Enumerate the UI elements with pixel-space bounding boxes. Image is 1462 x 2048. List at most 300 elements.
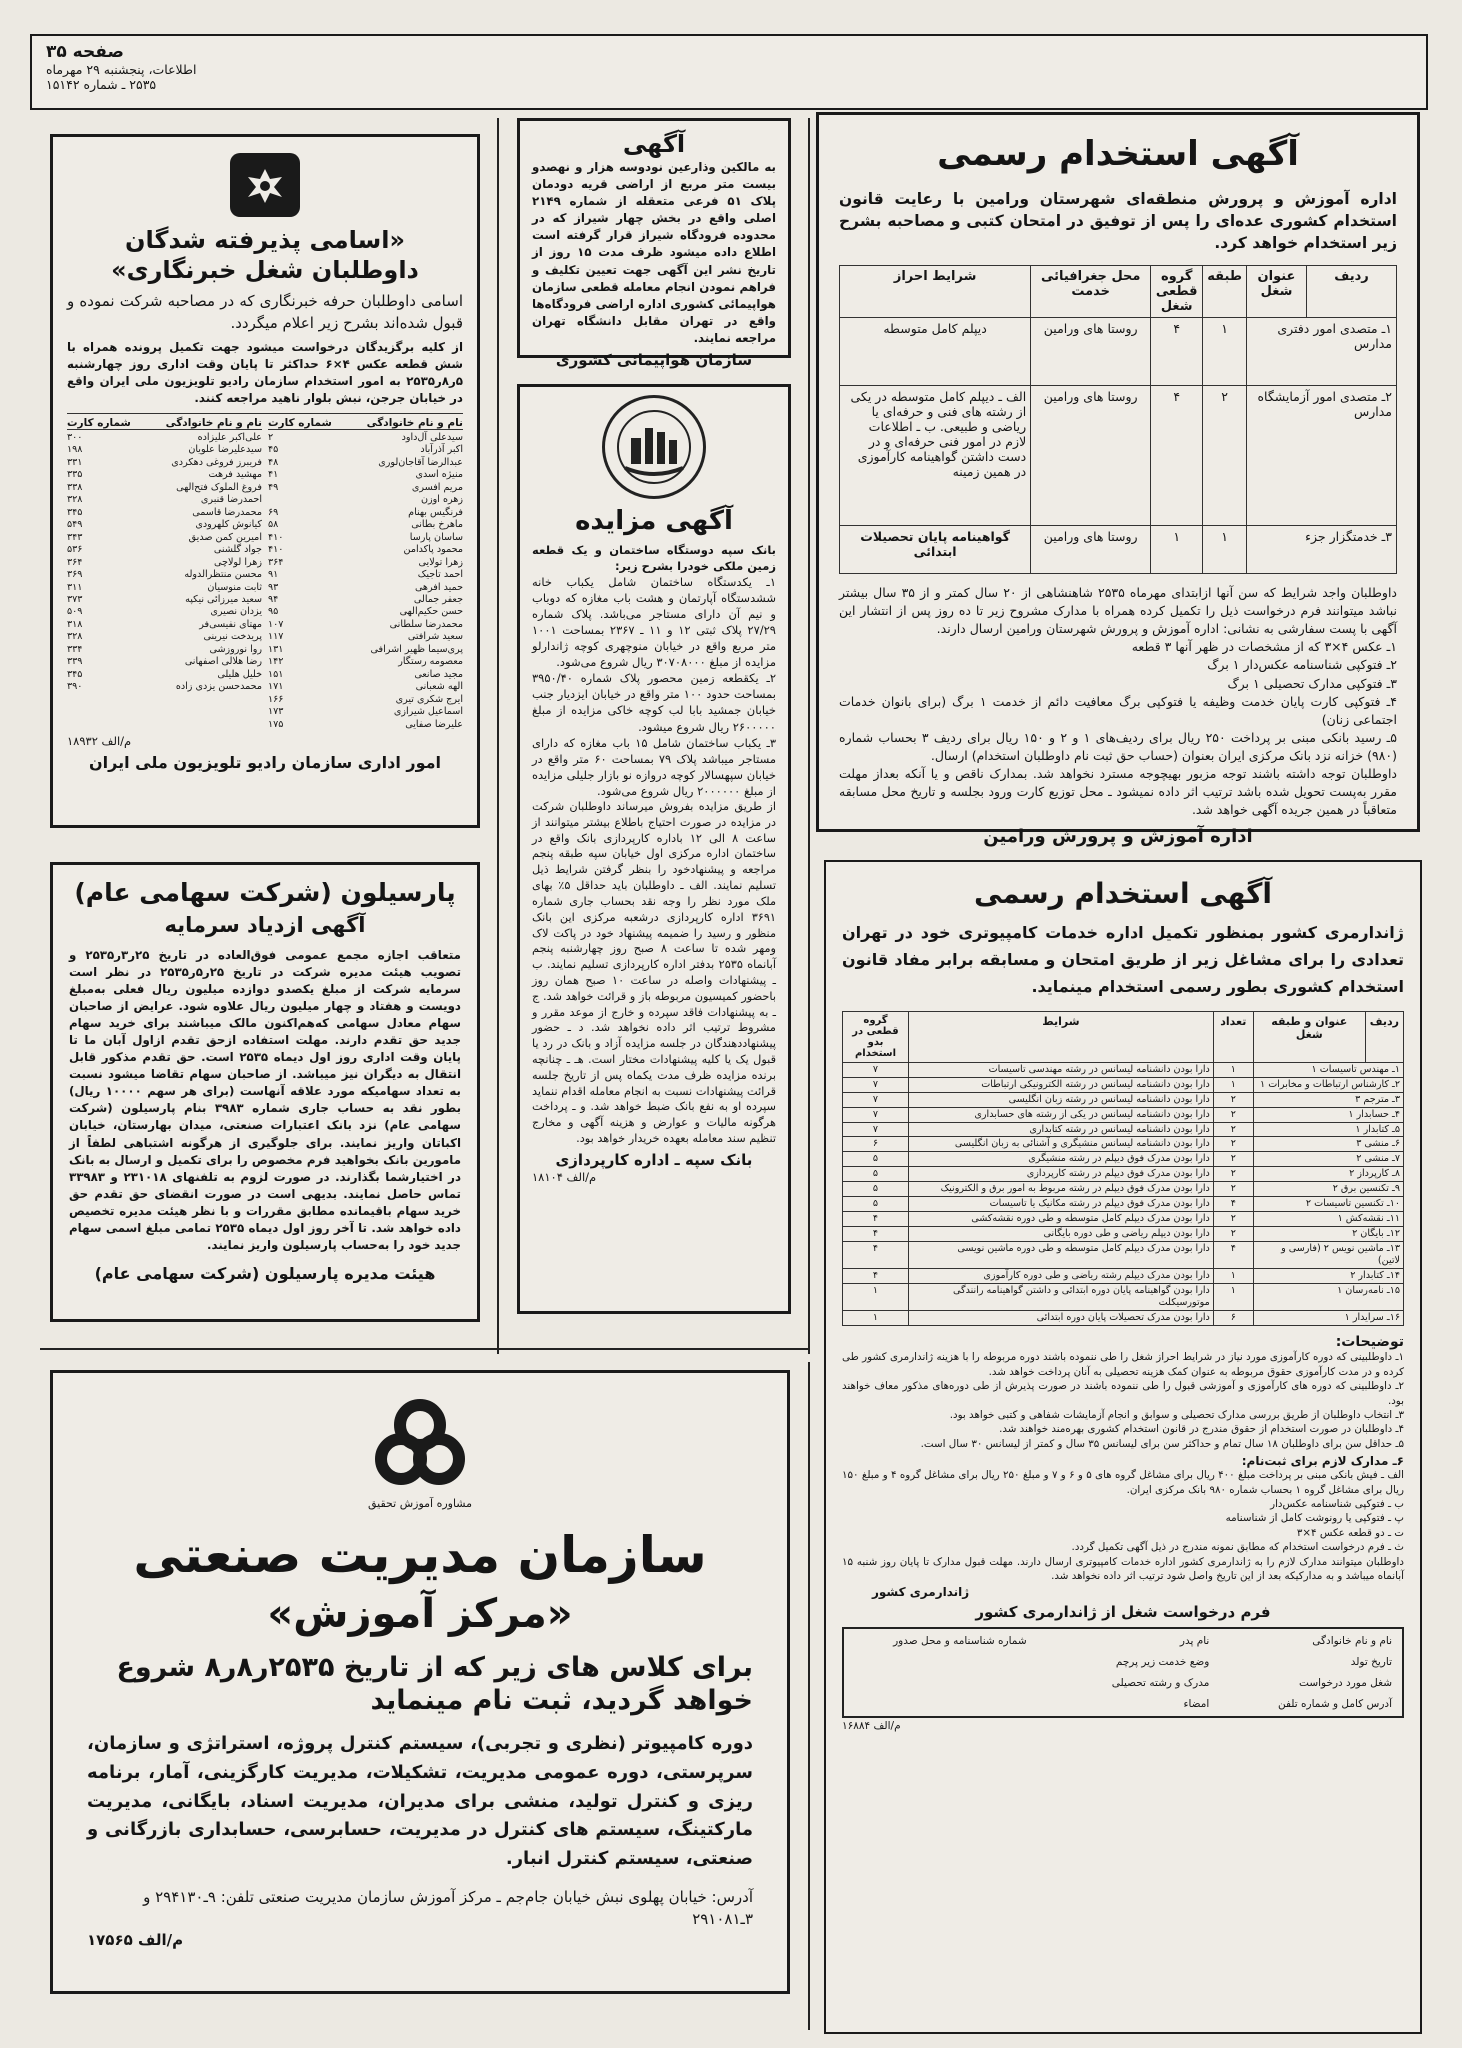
reporter-name: محمدرضا قاسمی (192, 506, 262, 518)
reporter-card-number: ۹۵ (268, 606, 279, 618)
jobs-table (842, 1011, 1404, 1327)
reporter-name: مهتای نفیسی‌فر (199, 618, 262, 630)
ad-signature: بانک سپه ـ اداره کارپردازی (555, 1150, 753, 1169)
col-class: طبقه (1203, 265, 1247, 317)
note-item: ۳ـ انتخاب داوطلبان از طریق بررسی مدارک تحصیلی و سوابق و انجام آزمایشات شفاهی و کتبی خواهد بود. (949, 1408, 1404, 1421)
header-number: شماره کارت (268, 416, 332, 429)
ad-varamin-employment (816, 112, 1420, 847)
reporter-name: فرنگیس بهنام (408, 506, 463, 518)
reporter-name: مهشید فرهت (208, 469, 262, 481)
job-group: ۴ (1151, 385, 1203, 525)
job-conditions: دارا بودن مدرک دیپلم کامل متوسطه و طی دوره ماشین نویسی (909, 1242, 1214, 1269)
job-title: ۲ـ متصدی امور آزمایشگاه مدارس (1247, 385, 1397, 525)
table-row (843, 1152, 1404, 1167)
job-count: ۲ (1213, 1182, 1253, 1197)
ad-ref: م/الف ۱۸۱۰۴ (532, 1169, 597, 1184)
knot-logo-icon (372, 1397, 468, 1493)
reporter-card-number: ۳۲۸ (67, 494, 83, 506)
list-item (67, 619, 262, 631)
doc-item: ۱ـ عکس ۴×۳ که از مشخصات در ظهر آنها ۳ قطعه (1131, 639, 1397, 655)
reporter-card-number: ۱۴۲ (268, 656, 284, 668)
reporter-column (67, 417, 262, 731)
table-row (843, 1284, 1404, 1311)
reporter-name: علی‌اکبر علیزاده (197, 431, 262, 443)
reporter-name: ساسان پارسا (409, 531, 463, 543)
reporter-card-number: ۳۹۰ (67, 681, 83, 693)
ad-industrial-management (50, 1370, 790, 1994)
reporter-card-number: ۴۱۰ (268, 531, 284, 543)
ad-closing: داوطلبان میتوانند مدارک لازم را به ژاندارمری کشور اداره خدمات کامپیوتری ارسال دارند. مهلت قبول مدارک تا پایان روز شنبه ۱۵ آبانماه میباشد و به مدارکیکه بعد از این تاریخ واصل شود ترتیب اثر داده نخواهد شد. (842, 1555, 1404, 1582)
table-row (843, 1167, 1404, 1182)
list-item (67, 519, 262, 531)
doc-item: ب ـ فتوکپی شناسنامه عکس‌دار (1270, 1497, 1404, 1510)
job-count: ۲ (1213, 1137, 1253, 1152)
job-req: الف ـ دیپلم کامل متوسطه در یکی از رشته های فنی و حرفه‌ای یا ریاضی و طبیعی. ب ـ اطلاعات لازم در امور فنی حرفه‌ای و در دست داشتن گواهینامه کارآموزی در همین زمینه (840, 385, 1031, 525)
ad-signature: امور اداری سازمان رادیو تلویزیون ملی ایران (88, 753, 441, 773)
reporter-name: سعید میرزائی نیکپه (185, 593, 262, 605)
form-field: نام و نام خانوادگی (1312, 1635, 1392, 1648)
job-class: ۲ (1203, 385, 1247, 525)
reporter-name: مریم افسری (411, 481, 463, 493)
doc-item: ۵ـ رسید بانکی مبنی بر پرداخت ۲۵۰ ریال برای ردیف‌های ۱ و ۲ و ۱۵۰ ریال برای ردیف ۳ بحساب شماره (۹۸۰) خزانه نزد بانک مرکزی ایران بعنوان (حساب حق ثبت نام داوطلبان استخدام) ارسال. (839, 729, 1398, 764)
form-field: نام پدر (1179, 1635, 1210, 1648)
job-count: ۲ (1213, 1227, 1253, 1242)
header-number: شماره کارت (67, 416, 131, 429)
reporter-name: ایرج شکری تیری (395, 693, 463, 705)
reporter-card-number: ۳۳۸ (67, 481, 83, 493)
list-item (67, 631, 262, 643)
job-group: ۱ (1151, 525, 1203, 573)
list-item (268, 444, 463, 456)
ad-title: سازمان مدیریت صنعتی (133, 1526, 707, 1584)
job-title: ۱۵ـ نامه‌رسان ۱ (1253, 1284, 1403, 1311)
doc-item: ث ـ فرم درخواست استخدام که مطابق نمونه مندرج در ذیل آگهی تکمیل گردد. (1071, 1541, 1404, 1554)
doc-item: ۲ـ فتوکپی شناسنامه عکس‌دار ۱ برگ (1207, 657, 1397, 673)
list-item (268, 681, 463, 693)
reporter-card-number: ۳۷۳ (67, 593, 83, 605)
col-radif: ردیف (1365, 1011, 1403, 1062)
list-item (67, 644, 262, 656)
job-grade: ۱ (843, 1284, 909, 1311)
note-item: ۵ـ حداقل سن برای داوطلبان ۱۸ سال تمام و حداکثر سن برای لیسانس ۳۵ سال و کمتر از لیسانس ۳۰ سال است. (920, 1437, 1404, 1450)
job-conditions: دارا بودن دیپلم ریاضی و طی دوره بایگانی (909, 1227, 1214, 1242)
list-item (67, 469, 262, 481)
reporter-card-number: ۳۶۴ (67, 556, 83, 568)
doc-item: ۳ـ فتوکپی مدارک تحصیلی ۱ برگ (1227, 675, 1397, 691)
reporter-card-number: ۱۷۵ (268, 718, 284, 730)
reporter-name: الهه شعبانی (415, 681, 463, 693)
list-item (67, 432, 262, 444)
reporter-card-number: ۵۴۹ (67, 519, 83, 531)
auction-item: ۲ـ یکقطعه زمین محصور پلاک شماره ۳۹۵۰/۴۰ بمساحت حدود ۱۰۰ متر واقع در خیابان ایزدیار جنب خیابان جمشید بابا لب کوچه خاکی مزایده از مبلغ ۲۶۰۰۰۰۰ ریال شروع میشود. (532, 671, 776, 734)
job-count: ۴ (1213, 1197, 1253, 1212)
application-form (842, 1627, 1404, 1718)
reporter-name: یزدان نصیری (210, 606, 262, 618)
job-grade: ۷ (843, 1092, 909, 1107)
job-count: ۱ (1213, 1269, 1253, 1284)
reporter-card-number: ۳۴۵ (67, 668, 83, 680)
doc-item: پ ـ فتوکپی یا رونوشت کامل از شناسنامه (1225, 1512, 1404, 1525)
list-item (268, 706, 463, 718)
job-title: ۹ـ تکنسین برق ۲ (1253, 1182, 1403, 1197)
list-item (67, 569, 262, 581)
job-title: ۳ـ مترجم ۳ (1253, 1092, 1403, 1107)
job-req: گواهینامه پایان تحصیلات ابتدائی (840, 525, 1031, 573)
reporter-card-number: ۳۳۱ (67, 456, 83, 468)
list-item (268, 582, 463, 594)
ad-ref: م/الف ۱۸۹۳۲ (67, 734, 132, 749)
list-item (268, 594, 463, 606)
list-item (67, 669, 262, 681)
reporter-card-number: ۱۳۱ (268, 643, 284, 655)
notes-title: توضیحات: (1335, 1334, 1404, 1351)
form-field: شغل مورد درخواست (1299, 1677, 1392, 1690)
ad-ref: م/الف ۱۶۸۸۴ (842, 1720, 901, 1733)
list-item (67, 582, 262, 594)
ad-intro: اداره آموزش و پرورش منطقه‌ای شهرستان ورامین با رعایت قانون استخدام کشوری عده‌ای را پس از توفیق در امتحان کتبی و مصاحبه بشرح زیر استخدام خواهد کرد. (839, 189, 1397, 253)
job-title: ۱۱ـ نقشه‌کش ۱ (1253, 1212, 1403, 1227)
reporter-name: منیژه اسدی (415, 469, 463, 481)
ad-body: متعاقب اجازه مجمع عمومی فوق‌العاده در تاریخ ۲۵ر۳ر۲۵۳۵ و تصویب هیئت مدیره شرکت در تاریخ ۲۵ر۵ر۲۵۳۵ در نظر است سرمایه شرکت از مبلغ یکصدو دوازده میلیون ریال فعلی به‌مبلغ دویست و هفتاد و چهار میلیون ریال علاوه شود. عرایض از صاحبان سهام معادل سهامی که‌هم‌اکنون مالک میباشند برای خرید سهام جدید حق تقدم دارند. مهلت استفاده ازحق تقدم ازاول آبان ما تا پایان وقت اداری روز اول دیماه ۲۵۳۵ است. حق تقدم مذکور قابل انتقال به دیگران نیز میباشد. از صاحبان سهام تقاضا میشود نسبت به تعداد سهامیکه مورد علاقه آنهاست (برای هر سهم ۱۰۰۰۰ ریال) بطور نقد به حساب جاری شماره ۳۹۸۳ بنام پارسیلون (شرکت سهامی عام) نزد بانک اعتبارات صنعتی، میدان بهارستان، خیابان اکباتان واریز نمایند. برای جلوگیری از هرگونه اشتباهی لطفاً از مامورین بانک بخواهید فرم مخصوص را برای تکمیل و ارسال به بانک در اختیارشما بگذارند. در صورت لزوم به تلفنهای ۲۳۱۰۱۸ و ۳۳۹۸۳ تماس حاصل نمایند. بدیهی است در صورت انقضای حق تقدم حق خرید سهام باقیمانده مطابق مقررات و با نظر هیئت مدیره تخصیص داده خواهد شد. تا آخر روز اول دیماه ۲۵۳۵ تمامی مبلغ اسمی سهام جدید خود را به‌حساب پارسیلون واریز نمایند. (69, 947, 462, 1253)
reporter-card-number: ۳۰۰ (67, 431, 83, 443)
job-req: دیپلم کامل متوسطه (840, 317, 1031, 385)
table-row (843, 1212, 1404, 1227)
emblem-icon (240, 165, 290, 205)
column-rule (808, 1362, 810, 2030)
job-conditions: دارا بودن دانشنامه لیسانس در رشته زبان انگلیسی (909, 1092, 1214, 1107)
ad-parsilon-capital (50, 862, 480, 1322)
ad-title: «اسامی پذیرفته شدگان (125, 226, 405, 254)
job-title: ۱۰ـ تکنسین تاسیسات ۲ (1253, 1197, 1403, 1212)
form-field: مدرک و رشته تحصیلی (1111, 1677, 1210, 1690)
col-count: تعداد (1213, 1011, 1253, 1062)
list-item (268, 557, 463, 569)
auction-item: ۱ـ یکدستگاه ساختمان شامل یکباب خانه ششدستگاه آپارتمان و هشت باب مغازه که دوباب و نیم آن دارای مستاجر می‌باشد. پلاک شماره ۲۷/۲۹ پلاک ثبتی ۱۲ و ۱۱ ـ ۲۳۶۷ بمساحت ۱۰۰۱ متر مربع واقع در خیابان منوچهری کوچه ژاندارلو مزایده از مبلغ ۳۰۷۰۸۰۰۰ ریال شروع می‌شود. (532, 574, 776, 670)
col-place: محل جغرافیائی خدمت (1031, 265, 1151, 317)
reporter-card-number: ۹۴ (268, 593, 279, 605)
column-rule (497, 118, 499, 1354)
form-field (854, 1656, 1027, 1668)
reporter-name: جعفر جمالی (413, 593, 463, 605)
col-job-title: عنوان شغل (1247, 265, 1307, 317)
job-conditions: دارا بودن گواهینامه پایان دوره ابتدائی و داشتن گواهینامه رانندگی موتورسیکلت (909, 1284, 1214, 1311)
list-item (67, 494, 262, 506)
job-conditions: دارا بودن دانشنامه لیسانس در رشته مهندسی تاسیسات (909, 1062, 1214, 1077)
reporter-name: رضا هلالی اصفهانی (184, 656, 262, 668)
reporter-name: اکبر آذرآباد (420, 444, 463, 456)
job-count: ۶ (1213, 1311, 1253, 1326)
job-count: ۱ (1213, 1077, 1253, 1092)
list-header (67, 417, 262, 430)
list-item (268, 494, 463, 506)
bank-sepah-logo (602, 395, 706, 499)
ad-title: آگهی استخدام رسمی (937, 134, 1299, 174)
reporter-card-number: ۶۹ (268, 506, 279, 518)
ad-subtitle: «مرکز آموزش» (267, 1590, 573, 1637)
job-title: ۳ـ خدمتگزار جزء (1247, 525, 1397, 573)
job-grade: ۴ (843, 1269, 909, 1284)
reporter-name: پریدخت نیرینی (203, 631, 262, 643)
job-count: ۲ (1213, 1152, 1253, 1167)
job-title: ۱ـ متصدی امور دفتری مدارس (1247, 317, 1397, 385)
table-row (843, 1197, 1404, 1212)
docs-title: ۶ـ مدارک لازم برای ثبت‌نام: (1241, 1454, 1404, 1469)
note-item: ۲ـ داوطلبینی که دوره های کارآموزی و آموزشی قبول را طی ننموده باشند در صورت پذیرش از طی دوره‌های مذکور معاف خواهند بود. (842, 1380, 1404, 1407)
ad-address: آدرس: خیابان پهلوی نبش خیابان جام‌جم ـ مرکز آموزش سازمان مدیریت صنعتی تلفن: ۹ـ۲۹۴۱۳۰ و ۳ـ۲۹۱۰۸۱ (143, 1887, 753, 1929)
job-conditions: دارا بودن دانشنامه لیسانس در رشته کتابداری (909, 1122, 1214, 1137)
table-row (843, 1107, 1404, 1122)
reporter-name: سیدعلیرضا علویان (188, 444, 262, 456)
ad-title: پارسیلون (شرکت سهامی عام) (74, 878, 456, 907)
list-item (268, 482, 463, 494)
reporter-name: علیرضا صفایی (405, 718, 463, 730)
issue-number: ۲۵۳۵ ـ شماره ۱۵۱۴۲ (46, 77, 157, 92)
modiriat-logo (365, 1397, 475, 1510)
reporter-entries (67, 432, 262, 694)
job-conditions: دارا بودن مدرک دیپلم کامل متوسطه و طی دوره نقشه‌کشی (909, 1212, 1214, 1227)
col-radif: ردیف (1307, 265, 1397, 317)
reporter-card-number: ۳۲۸ (67, 631, 83, 643)
reporter-card-number: ۱۷۳ (268, 706, 284, 718)
list-item (268, 669, 463, 681)
job-grade: ۵ (843, 1152, 909, 1167)
reporter-name: جواد گلشنی (213, 544, 262, 556)
reporter-name: زهرا لولاچی (214, 556, 262, 568)
reporter-card-number: ۳۳۴ (67, 643, 83, 655)
job-title: ۸ـ کارپرداز ۲ (1253, 1167, 1403, 1182)
reporter-card-number: ۱۱۷ (268, 631, 284, 643)
reporter-card-number: ۳۶۹ (67, 569, 83, 581)
reporter-name: ماهرخ بطانی (411, 519, 463, 531)
reporter-name: فروغ الملوک فتح‌الهی (176, 481, 262, 493)
reporter-name: پری‌سیما ظهیر اشرافی (370, 643, 463, 655)
job-count: ۲ (1213, 1212, 1253, 1227)
list-item (67, 557, 262, 569)
ad-title: آگهی استخدام رسمی (974, 877, 1272, 910)
radio-tv-logo (230, 153, 300, 217)
reporter-card-number: ۴۱ (268, 469, 279, 481)
form-title: فرم درخواست شغل از ژاندارمری کشور (975, 1603, 1271, 1622)
ad-civil-aviation (517, 118, 791, 370)
list-item (268, 619, 463, 631)
job-count: ۲ (1213, 1092, 1253, 1107)
col-group: گروه قطعی شغل (1151, 265, 1203, 317)
col-requirements: شرایط احراز (840, 265, 1031, 317)
jobs-table-body (843, 1062, 1404, 1326)
reporter-name: معصومه رستگار (398, 656, 463, 668)
section-rule (40, 1348, 808, 1350)
job-grade: ۴ (843, 1212, 909, 1227)
job-place: روستا های ورامین (1031, 317, 1151, 385)
reporter-entries (268, 432, 463, 731)
reporter-name: سعید شرافتی (407, 631, 463, 643)
reporter-name: مجید صانعی (414, 668, 463, 680)
list-item (268, 469, 463, 481)
reporter-name: کیانوش کلهرودی (195, 519, 262, 531)
doc-item: ت ـ دو قطعه عکس ۴×۳ (1296, 1526, 1404, 1539)
reporter-card-number: ۳۳۵ (67, 469, 83, 481)
job-place: روستا های ورامین (1031, 385, 1151, 525)
job-conditions: دارا بودن مدرک فوق دیپلم در رشته منشیگری (909, 1152, 1214, 1167)
job-conditions: دارا بودن مدرک دیپلم رشته ریاضی و طی دوره کارآموزی (909, 1269, 1214, 1284)
reporter-card-number: ۴۱۰ (268, 544, 284, 556)
ad-body: از طریق مزایده بفروش میرساند داوطلبان شرکت در مزایده در صورت احتیاج باطلاع بیشتر میتوانند از ساعت ۸ الی ۱۲ باداره کارپردازی بانک واقع در ساختمان اداره مرکزی اول خیابان سپه طبقه پنجم مراجعه و پیشنهادخود را بنظر گرفتن شرایط ذیل تسلیم نمایند. الف ـ داوطلبان باید حداقل ۵٪ بهای ملک مورد نظر را وجه نقد بحساب جاری شماره ۳۶۹۱ اداره کارپردازی درشعبه مرکزی این بانک منظور و رسید را ضمیمه پیشنهاد خود در پاکت لاک ومهر شده تا ساعت ۸ صبح روز چهارشنبه پنجم آبانماه ۲۵۳۵ بدفتر اداره کارپردازی تسلیم نمایند. ب ـ پیشنهادات واصله در ساعت ۱۰ صبح همان روز باحضور کمیسیون مربوطه باز و قرائت خواهد شد. ج ـ به پیشنهادات فاقد سپرده و خارج از موعد مقرر و مشروط ترتیب اثر داده نخواهد شد. د ـ حضور پیشنهاددهندگان در جلسه مزایده آزاد و بانک در رد یا قبول یک یا کلیه پیشنهادات مختار است. هـ ـ چنانچه برنده مزایده ظرف مدت یکماه پس از تاریخ جلسه قرائت پیشنهادات نسبت به انجام معامله اقدام ننماید سپرده او به نفع بانک ضبط خواهد شد. و ـ پرداخت هرگونه مالیات و عوارض و هزینه آگهی و مخارج تنظیم سند معامله بعهده خریدار خواهد بود. (532, 800, 776, 1146)
job-grade: ۷ (843, 1122, 909, 1137)
reporter-name: عبدالرضا آقاجان‌لوری (378, 456, 463, 468)
ad-subtitle: آگهی ازدیاد سرمایه (164, 913, 366, 938)
form-field (854, 1698, 1027, 1710)
job-title: ۴ـ حسابدار ۱ (1253, 1107, 1403, 1122)
job-count: ۲ (1213, 1107, 1253, 1122)
reporter-name: خلیل هلیلی (217, 668, 262, 680)
reporter-name: ثابت منوسیان (207, 581, 262, 593)
list-item (67, 594, 262, 606)
reporter-card-number: ۱۹۸ (67, 444, 83, 456)
reporter-name: روا نوروزشی (209, 643, 262, 655)
column-rule (808, 118, 810, 1354)
col-conditions: شرایط (909, 1011, 1214, 1062)
reporter-card-number: ۳۳۹ (67, 656, 83, 668)
reporter-column (268, 417, 463, 731)
job-title: ۶ـ منشی ۳ (1253, 1137, 1403, 1152)
list-item (268, 457, 463, 469)
job-title: ۲ـ کارشناس ارتباطات و مخابرات ۱ (1253, 1077, 1403, 1092)
table-row (843, 1092, 1404, 1107)
job-title: ۱۴ـ کتابدار ۲ (1253, 1269, 1403, 1284)
job-conditions: دارا بودن دانشنامه لیسانس منشیگری و آشنائی به زبان انگلیسی (909, 1137, 1214, 1152)
col-job-title: عنوان و طبقه شغل (1253, 1011, 1365, 1062)
job-title: ۱ـ مهندس تاسیسات ۱ (1253, 1062, 1403, 1077)
form-field (854, 1677, 1027, 1689)
form-field: شماره شناسنامه و محل صدور (893, 1635, 1027, 1648)
list-item (67, 606, 262, 618)
job-grade: ۶ (843, 1137, 909, 1152)
ad-radio-tv-reporters (50, 134, 480, 828)
job-count: ۲ (1213, 1122, 1253, 1137)
form-field: وضع خدمت زیر پرچم (1115, 1656, 1210, 1669)
reporter-name: حمید افرهی (414, 581, 463, 593)
list-item (67, 482, 262, 494)
reporter-card-number: ۵۳۶ (67, 544, 83, 556)
reporter-name: زهره اوزن (420, 494, 463, 506)
table-row (843, 1182, 1404, 1197)
job-title: ۱۳ـ ماشین نویس ۲ (فارسی و لاتین) (1253, 1242, 1403, 1269)
ad-body: داوطلبان واجد شرایط که سن آنها ازابتدای مهرماه ۲۵۳۵ شاهنشاهی از ۲۰ سال کمتر و از ۳۵ سال بیشتر نباشد میتوانند فرم درخواست ذیل را تکمیل کرده همراه با مدارک مشروح زیر تا ده روز پس از انتشار این آگهی با پست سفارشی به نشانی: اداره آموزش و پرورش شهرستان ورامین ارسال دارند. (839, 584, 1397, 637)
list-item (67, 681, 262, 693)
job-grade: ۱ (843, 1311, 909, 1326)
page-header (30, 34, 1428, 110)
ad-signature: اداره آموزش و پرورش ورامین (983, 825, 1253, 847)
doc-item: الف ـ فیش بانکی مبنی بر پرداخت مبلغ ۴۰۰ ریال برای مشاغل گروه های ۵ و ۶ و ۷ و مبلغ ۲۵۰ ریال برای مشاغل گروه ۴ و مبلغ ۱۵۰ ریال برای مشاغل گروه ۱ بحساب شماره ۹۸۰ بانک مرکزی ایران. (842, 1469, 1404, 1496)
reporter-name: محمدحسن یزدی زاده (175, 681, 262, 693)
job-title: ۷ـ منشی ۲ (1253, 1152, 1403, 1167)
ad-ref: م/الف ۱۷۵۶۵ (87, 1930, 184, 1949)
ad-title: داوطلبان شغل خبرنگاری» (111, 256, 419, 284)
list-item (268, 507, 463, 519)
table-row (840, 385, 1397, 525)
reporter-name: زهرا تولایی (418, 556, 463, 568)
ad-intro: اسامی داوطلبان حرفه خبرنگاری که در مصاحبه شرکت نموده و قبول شده‌اند بشرح زیر اعلام میگردد. (67, 292, 463, 332)
table-row (840, 317, 1397, 385)
note-item: ۱ـ داوطلبینی که دوره کارآموزی مورد نیاز در شرایط احراز شغل را طی ننموده باشند دوره مربوطه را با هزینه ژاندارمری کشور طی کرده و در مدت کارآموزی حقوق مربوطه به عنوان کمک هزینه تحصیلی به آنان پرداخت خواهد شد. (842, 1351, 1404, 1378)
table-row (843, 1311, 1404, 1326)
job-grade: ۵ (843, 1197, 909, 1212)
table-row (843, 1062, 1404, 1077)
list-item (268, 719, 463, 731)
reporter-card-number: ۳۴۵ (67, 506, 83, 518)
list-item (268, 644, 463, 656)
list-item (268, 631, 463, 643)
reporter-name: محمود پاکدامن (403, 544, 463, 556)
reporter-card-number: ۴۹ (268, 481, 279, 493)
col-grade: گروه قطعی در بدو استخدام (843, 1011, 909, 1062)
header-name: نام و نام خانوادگی (165, 416, 262, 429)
list-item (268, 532, 463, 544)
reporter-card-number: ۵۰۹ (67, 606, 83, 618)
job-count: ۱ (1213, 1284, 1253, 1311)
table-row (843, 1227, 1404, 1242)
reporter-name: فریبرز فروغی دهکردی (171, 456, 262, 468)
reporter-card-number: ۱۷۱ (268, 681, 284, 693)
table-row (843, 1269, 1404, 1284)
job-grade: ۴ (843, 1242, 909, 1269)
reporter-card-number: ۴۵ (268, 444, 279, 456)
form-field: آدرس کامل و شماره تلفن (1277, 1698, 1392, 1711)
issue-date: اطلاعات، پنجشنبه ۲۹ مهرماه (46, 62, 197, 77)
job-place: روستا های ورامین (1031, 525, 1151, 573)
bank-building-icon (615, 408, 693, 486)
list-item (67, 457, 262, 469)
job-grade: ۷ (843, 1062, 909, 1077)
job-count: ۴ (1213, 1242, 1253, 1269)
table-row (843, 1122, 1404, 1137)
job-conditions: دارا بودن مدرک فوق دیپلم در رشته مربوط به امور برق و الکترونیک (909, 1182, 1214, 1197)
reporter-list (67, 413, 463, 731)
ad-footer-note: داوطلبان توجه داشته باشند توجه مزبور بهیچوجه مسترد نخواهد شد. بمدارک ناقص و یا آنکه بعداز مهلت مقرر به‌پست تحویل شده باشد ترتیب اثر داده نمیشود ـ محل توزیع کارت ورود بجلسه و تاریخ محل مسابقه متعاقباً در همین جریده آگهی خواهد شد. (839, 766, 1397, 818)
ad-title: آگهی (622, 130, 686, 158)
list-item (67, 532, 262, 544)
reporter-name: حسن حکیم‌الهی (399, 606, 463, 618)
job-grade: ۴ (843, 1227, 909, 1242)
job-title: ۱۶ـ سرایدار ۱ (1253, 1311, 1403, 1326)
job-class: ۱ (1203, 317, 1247, 385)
job-title: ۵ـ کتابدار ۱ (1253, 1122, 1403, 1137)
form-field: امضاء (1183, 1698, 1210, 1711)
ad-headline: برای کلاس های زیر که از تاریخ ۲۵۳۵ر۸ر۸ شروع خواهد گردید، ثبت نام مینماید (116, 1651, 753, 1717)
job-grade: ۷ (843, 1107, 909, 1122)
reporter-name: محمدرضا سلطانی (389, 618, 463, 630)
job-grade: ۵ (843, 1167, 909, 1182)
reporter-name: امیرین کمن صدیق (188, 531, 262, 543)
list-item (268, 432, 463, 444)
ad-body: دوره کامپیوتر (نظری و تجربی)، سیستم کنترل پروژه، استراتژی و سازمان، سرپرستی، دوره عمومی مدیریت، تشکیلات، مدیریت کارگزینی، آمار، برنامه ریزی و کنترل تولید، منشی برای مدیران، مدیریت اسناد، بایگانی، مدیریت مارکتینگ، سیستم های کنترل در مدیریت، حسابرسی، حسابداری بازرگانی و صنعتی، سیستم کنترل انبار. (87, 1733, 753, 1870)
job-count: ۲ (1213, 1167, 1253, 1182)
list-item (67, 444, 262, 456)
jobs-table (839, 265, 1397, 574)
ad-intro: بانک سپه دوستگاه ساختمان و یک قطعه زمین ملکی خودرا بشرح زیر: (532, 542, 776, 573)
list-item (268, 519, 463, 531)
job-group: ۴ (1151, 317, 1203, 385)
table-row (843, 1137, 1404, 1152)
job-grade: ۷ (843, 1077, 909, 1092)
table-row (843, 1242, 1404, 1269)
page-number: صفحه ۳۵ (46, 42, 124, 62)
reporter-card-number: ۴۸ (268, 456, 279, 468)
reporter-name: اسماعیل شیرازی (393, 706, 463, 718)
list-item (268, 694, 463, 706)
reporter-card-number: ۱۰۷ (268, 618, 284, 630)
reporter-card-number: ۳۱۱ (67, 581, 83, 593)
